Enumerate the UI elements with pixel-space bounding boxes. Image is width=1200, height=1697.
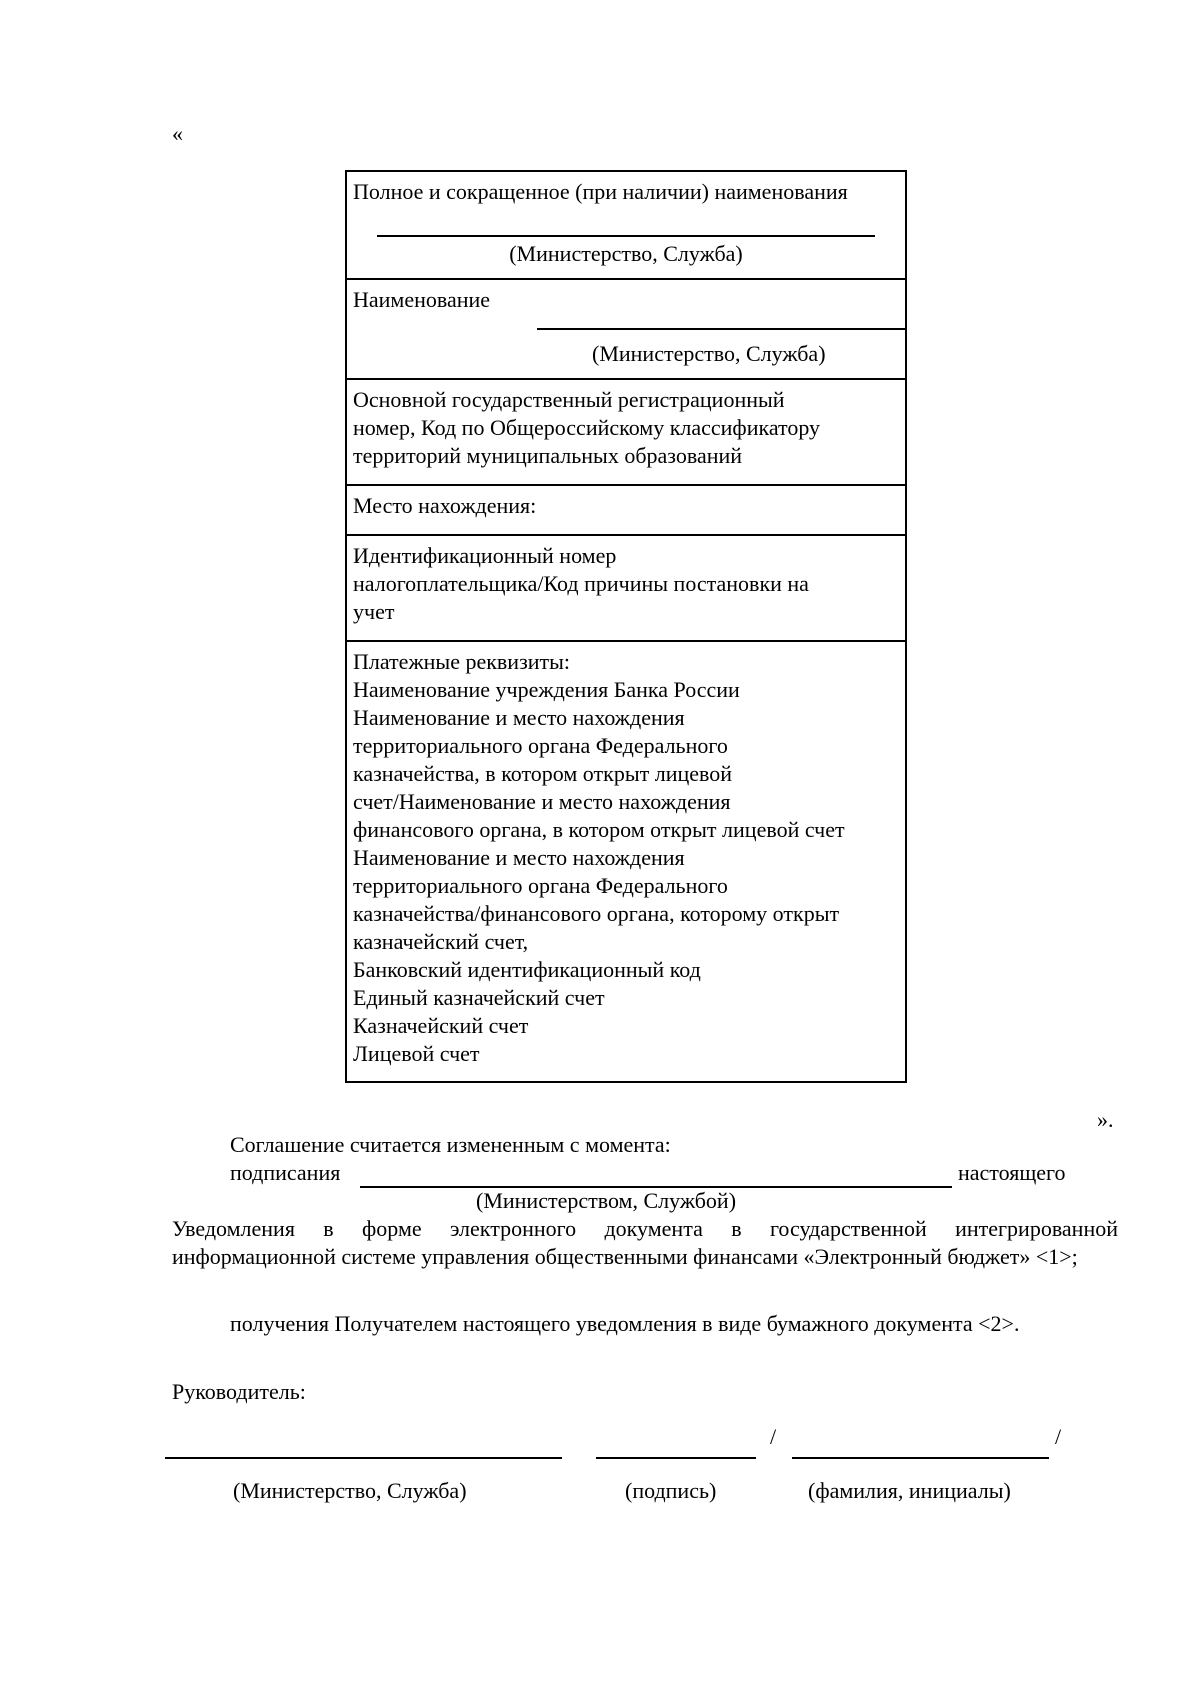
payment-line-8: Наименование и место нахождения <box>353 845 685 870</box>
payment-details-cell <box>347 642 905 1081</box>
full-name-label: Полное и сокращенное (при наличии) наименования <box>353 179 848 204</box>
payment-line-1: Платежные реквизиты: <box>353 649 571 674</box>
agreement-intro: Соглашение считается измененным с момента: <box>230 1132 671 1157</box>
payment-line-7: финансового органа, в котором открыт лицевой счет <box>353 817 845 842</box>
ogrn-line-2: номер, Код по Общероссийскому классификатору <box>353 415 821 440</box>
name-cell <box>347 280 905 380</box>
sign-prefix: подписания <box>230 1160 341 1185</box>
full-name-line <box>377 235 875 237</box>
slash-2: / <box>1055 1424 1062 1449</box>
name-line <box>537 328 905 330</box>
inn-line-2: налогоплательщика/Код причины постановки на <box>353 571 809 596</box>
paper-notice-paragraph: получения Получателем настоящего уведомления в виде бумажного документа <2>. <box>230 1311 1020 1336</box>
inn-cell <box>347 536 905 642</box>
payment-line-15: Лицевой счет <box>353 1041 480 1066</box>
closing-quote: ». <box>1097 1107 1114 1132</box>
slash-1: / <box>770 1424 777 1449</box>
payment-line-2: Наименование учреждения Банка России <box>353 677 740 702</box>
org-caption: (Министерство, Служба) <box>233 1478 467 1503</box>
ogrn-line-3: территорий муниципальных образований <box>353 443 743 468</box>
full-name-caption: (Министерство, Служба) <box>509 241 743 266</box>
requisites-table <box>345 170 907 1083</box>
payment-line-11: казначейский счет, <box>353 929 529 954</box>
payment-line-5: казначейства, в котором открыт лицевой <box>353 761 733 786</box>
location-cell <box>347 486 905 536</box>
inn-line-1: Идентификационный номер <box>353 543 617 568</box>
payment-line-3: Наименование и место нахождения <box>353 705 685 730</box>
payment-line-9: территориального органа Федерального <box>353 873 728 898</box>
payment-line-12: Банковский идентификационный код <box>353 957 701 982</box>
signer-caption: (Министерством, Службой) <box>476 1188 737 1213</box>
payment-line-14: Казначейский счет <box>353 1013 529 1038</box>
sign-suffix: настоящего <box>958 1160 1066 1185</box>
payment-line-6: счет/Наименование и место нахождения <box>353 789 731 814</box>
full-name-cell <box>347 172 905 280</box>
electronic-notice-paragraph: Уведомления в форме электронного документа в государственной интегрированной информационной системе управления общественными финансами «Электронный бюджет» <1>; <box>172 1216 1118 1269</box>
name-caption: (Министерство, Служба) <box>592 341 826 366</box>
ogrn-line-1: Основной государственный регистрационный <box>353 387 785 412</box>
sign-caption: (подпись) <box>625 1478 717 1503</box>
ogrn-cell <box>347 380 905 486</box>
name-label: Наименование <box>353 287 491 312</box>
name-caption: (фамилия, инициалы) <box>808 1478 1011 1503</box>
inn-line-3: учет <box>353 599 395 624</box>
org-signature-line <box>165 1457 562 1459</box>
name-signature-line <box>792 1457 1049 1459</box>
payment-line-10: казначейства/финансового органа, которому открыт <box>353 901 840 926</box>
location-label: Место нахождения: <box>353 493 537 518</box>
head-label: Руководитель: <box>172 1379 306 1404</box>
signature-line <box>596 1457 756 1459</box>
payment-line-4: территориального органа Федерального <box>353 733 728 758</box>
opening-quote: « <box>172 121 183 146</box>
payment-line-13: Единый казначейский счет <box>353 985 605 1010</box>
